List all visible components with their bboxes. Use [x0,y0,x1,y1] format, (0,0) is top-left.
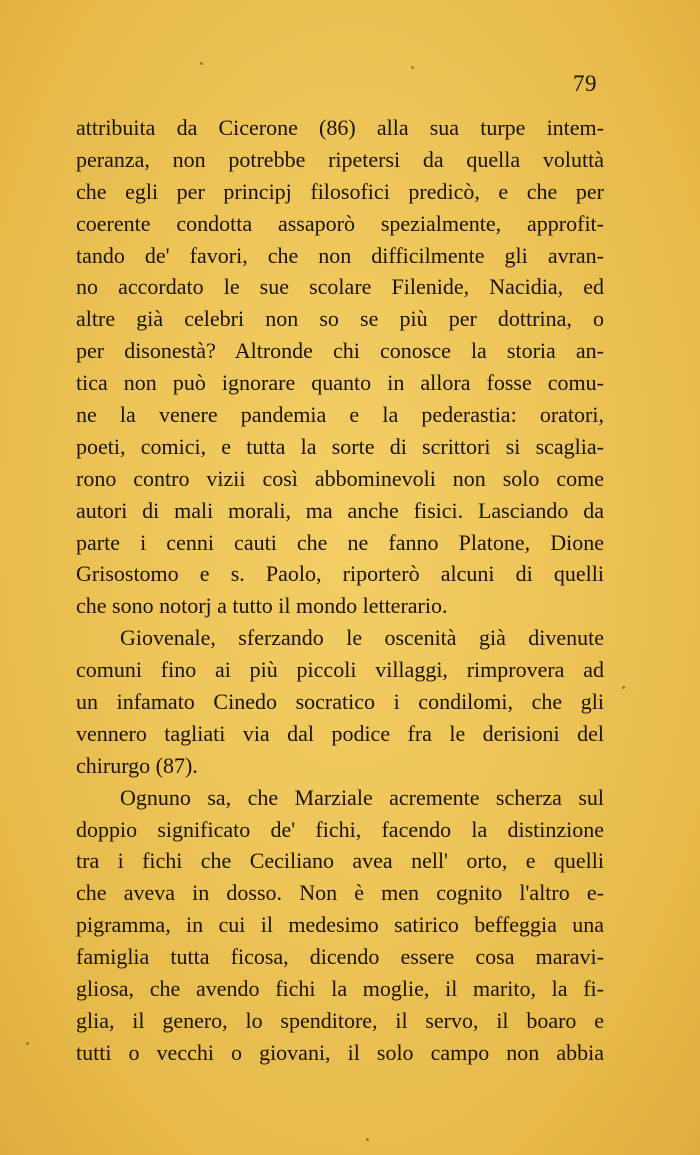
text-line: doppio significato de' fichi, facendo la distinzione [76,816,604,842]
text-line: poeti, comici, e tutta la sorte di scrittori si scaglia- [76,433,604,459]
text-line: vennero tagliati via dal podice fra le derisioni del [76,720,604,746]
paper-speck [622,686,625,689]
text-line: rono contro vizii così abbominevoli non solo come [76,465,604,491]
text-line: chirurgo (87). [76,752,198,778]
text-line: peranza, non potrebbe ripetersi da quella voluttà [76,146,604,172]
text-line: attribuita da Cicerone (86) alla sua turpe intem- [76,115,604,140]
text-line: tutti o vecchi o giovani, il solo campo non abbia [76,1039,604,1065]
text-line: pigramma, in cui il medesimo satirico beffeggia una [76,912,604,938]
text-line: che aveva in dosso. Non è men cognito l'altro e- [76,880,604,906]
text-line: gliosa, che avendo fichi la moglie, il marito, la fi- [76,976,604,1002]
paragraph-3 [76,782,604,1069]
text-line: Grisostomo e s. Paolo, riporterò alcuni di quelli [76,561,604,587]
text-line: tando de' favori, che non difficilmente gli avran- [76,242,604,268]
paragraph-2 [76,622,604,781]
paper-speck [366,1138,369,1141]
text-line: no accordato le sue scolare Filenide, Nacidia, ed [76,274,604,300]
page-number: 79 [573,71,597,96]
paragraph-1 [76,112,604,622]
paper-speck [200,62,203,65]
text-line: altre già celebri non so se più per dottrina, o [76,306,604,332]
text-line: per disonestà? Altronde chi conosce la storia an- [76,338,604,364]
paper-speck [411,66,414,69]
text-line: Giovenale, sferzando le oscenità già divenute [120,625,604,651]
text-line: che sono notorj a tutto il mondo letterario. [76,593,448,619]
text-line: coerente condotta assaporò spezialmente, approfit- [76,210,604,236]
text-line: tra i fichi che Ceciliano avea nell' orto, e quelli [76,848,604,874]
text-line: un infamato Cinedo socratico i condilomi, che gli [76,689,604,715]
text-line: comuni fino ai più piccoli villaggi, rimprovera ad [76,657,604,683]
text-line: che egli per principj filosofici predicò, e che per [76,178,604,204]
text-line: parte i cenni cauti che ne fanno Platone, Dione [76,529,604,555]
text-line: Ognuno sa, che Marziale acremente scherza sul [120,784,604,810]
text-line: tica non può ignorare quanto in allora fosse comu- [76,370,604,396]
paper-speck [26,1042,29,1045]
text-line: famiglia tutta ficosa, dicendo essere cosa maravi- [76,944,604,970]
body-text [76,112,604,1069]
text-line: glia, il genero, lo spenditore, il servo, il boaro e [76,1007,604,1033]
text-line: ne la venere pandemia e la pederastia: oratori, [76,402,604,428]
text-line: autori di mali morali, ma anche fisici. Lasciando da [76,497,604,523]
